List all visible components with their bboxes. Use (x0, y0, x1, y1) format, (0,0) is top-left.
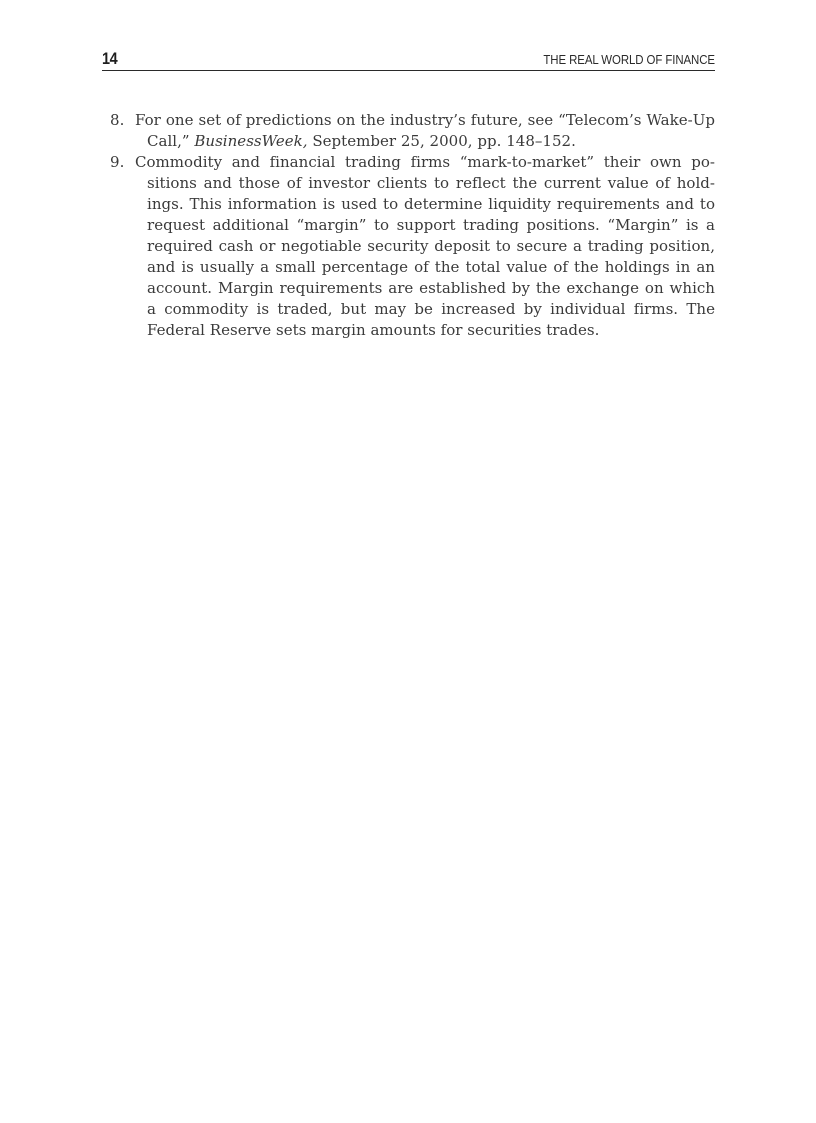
endnote-number: 9. (110, 153, 125, 171)
book-title: THE REAL WORLD OF FINANCE (543, 52, 715, 67)
endnote-citation: September 25, 2000, pp. 148–152. (307, 132, 576, 150)
endnote-8 (110, 110, 715, 152)
endnote-9 (110, 152, 715, 341)
endnote-text: Commodity and financial trading firms “mark-to-market” their own positions and those of investor clients to reflect the current value of holdings. This information is used to determine liquidity requirements and to request additional “margin” to support trading positions. “Margin” is a required cash or negotiable security deposit to secure a trading position, and is usually a small percentage of the total value of the holdings in an account. Margin requirements are established by the exchange on which a commodity is traded, but may be increased by individual firms. The Federal Reserve sets margin amounts for securities trades. (135, 153, 715, 339)
endnotes-list (110, 110, 715, 341)
running-head (102, 48, 715, 71)
endnote-number: 8. (110, 111, 125, 129)
page-number: 14 (102, 49, 118, 68)
publication-title: BusinessWeek, (194, 132, 308, 150)
endnote-text: For one set of predictions on the industry’s future, see “Telecom’s Wake-Up Call,” (135, 111, 715, 150)
